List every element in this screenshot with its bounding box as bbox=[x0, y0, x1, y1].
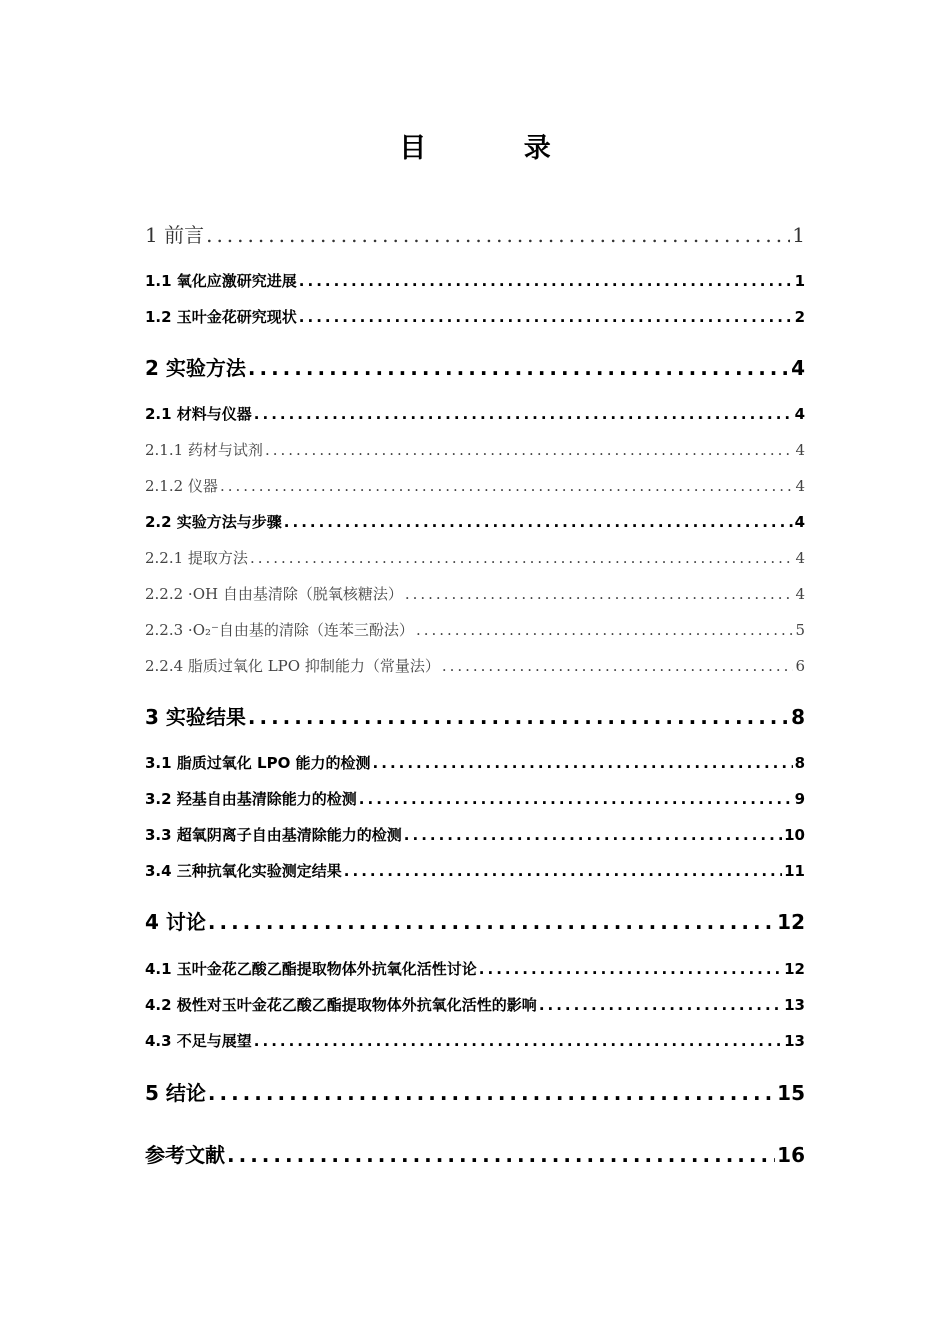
toc-entry-label: 2.2 实验方法与步骤 bbox=[145, 513, 282, 531]
toc-entry-page: 13 bbox=[784, 996, 805, 1014]
toc-entry-page: 11 bbox=[784, 862, 805, 880]
toc-entry[interactable] bbox=[145, 958, 805, 979]
dot-leader bbox=[248, 705, 789, 729]
toc-entry-page: 12 bbox=[777, 910, 805, 934]
toc-entry-label: 2.2.4 脂质过氧化 LPO 抑制能力（常量法） bbox=[145, 657, 440, 675]
dot-leader bbox=[208, 910, 775, 934]
dot-leader bbox=[284, 513, 793, 531]
toc-entry-label: 2.2.1 提取方法 bbox=[145, 549, 248, 567]
toc-entry-page: 1 bbox=[794, 272, 805, 290]
toc-entry-label: 3.2 羟基自由基清除能力的检测 bbox=[145, 790, 357, 808]
toc-entry-page: 13 bbox=[784, 1032, 805, 1050]
toc-entry[interactable] bbox=[145, 475, 805, 496]
dot-leader bbox=[248, 356, 789, 380]
toc-entry[interactable] bbox=[145, 619, 805, 640]
dot-leader bbox=[404, 826, 782, 844]
toc-entry[interactable] bbox=[145, 352, 805, 381]
toc-entry[interactable] bbox=[145, 824, 805, 845]
toc-entry[interactable] bbox=[145, 788, 805, 809]
toc-entry-page: 6 bbox=[795, 657, 805, 675]
toc-entry-label: 2.1 材料与仪器 bbox=[145, 405, 252, 423]
toc-entry-label: 4.1 玉叶金花乙酸乙酯提取物体外抗氧化活性讨论 bbox=[145, 960, 477, 978]
toc-entry-label: 2 实验方法 bbox=[145, 356, 246, 380]
dot-leader bbox=[539, 996, 782, 1014]
toc-entry-label: 1 前言 bbox=[145, 223, 205, 247]
dot-leader bbox=[299, 308, 793, 326]
toc-entry[interactable] bbox=[145, 701, 805, 730]
dot-leader bbox=[227, 1143, 775, 1167]
dot-leader bbox=[254, 405, 793, 423]
toc-entry-page: 4 bbox=[795, 441, 805, 459]
dot-leader bbox=[359, 790, 793, 808]
dot-leader bbox=[405, 585, 794, 603]
toc-entry[interactable] bbox=[145, 1077, 805, 1106]
toc-entry-label: 1.1 氧化应激研究进展 bbox=[145, 272, 297, 290]
toc-entry-page: 2 bbox=[794, 308, 805, 326]
toc-entry-page: 12 bbox=[784, 960, 805, 978]
dot-leader bbox=[299, 272, 793, 290]
dot-leader bbox=[373, 754, 793, 772]
toc-entry-page: 15 bbox=[777, 1081, 805, 1105]
toc-entry-page: 1 bbox=[792, 223, 805, 247]
toc-entry-page: 5 bbox=[795, 621, 805, 639]
toc-entry[interactable] bbox=[145, 1139, 805, 1168]
dot-leader bbox=[208, 1081, 775, 1105]
toc-entry[interactable] bbox=[145, 906, 805, 935]
toc-entry[interactable] bbox=[145, 752, 805, 773]
toc-entry-page: 8 bbox=[791, 705, 805, 729]
toc-entry[interactable] bbox=[145, 583, 805, 604]
dot-leader bbox=[206, 223, 790, 247]
toc-entry[interactable] bbox=[145, 439, 805, 460]
toc-entry[interactable] bbox=[145, 1030, 805, 1051]
toc-entry-label: 3.1 脂质过氧化 LPO 能力的检测 bbox=[145, 754, 371, 772]
dot-leader bbox=[254, 1032, 782, 1050]
toc-entry-page: 4 bbox=[794, 405, 805, 423]
dot-leader bbox=[250, 549, 794, 567]
dot-leader bbox=[344, 862, 782, 880]
dot-leader bbox=[479, 960, 782, 978]
toc-entry-page: 9 bbox=[794, 790, 805, 808]
toc-entry-page: 4 bbox=[791, 356, 805, 380]
toc-entry[interactable] bbox=[145, 860, 805, 881]
toc-entry-label: 3 实验结果 bbox=[145, 705, 246, 729]
toc-entry-label: 4 讨论 bbox=[145, 910, 206, 934]
toc-entry[interactable] bbox=[145, 270, 805, 291]
toc-entry[interactable] bbox=[145, 547, 805, 568]
toc-entry-label: 5 结论 bbox=[145, 1081, 206, 1105]
toc-entry-page: 4 bbox=[795, 549, 805, 567]
toc-entry-page: 4 bbox=[795, 477, 805, 495]
dot-leader bbox=[265, 441, 794, 459]
toc-entry-label: 4.3 不足与展望 bbox=[145, 1032, 252, 1050]
toc-entry-label: 2.2.3 ·O₂⁻自由基的清除（连苯三酚法） bbox=[145, 621, 414, 639]
toc-entry-label: 1.2 玉叶金花研究现状 bbox=[145, 308, 297, 326]
toc-entry-label: 3.4 三种抗氧化实验测定结果 bbox=[145, 862, 342, 880]
toc-entry[interactable] bbox=[145, 655, 805, 676]
toc-entry-page: 10 bbox=[784, 826, 805, 844]
toc-entry-page: 16 bbox=[777, 1143, 805, 1167]
toc-entry-page: 8 bbox=[794, 754, 805, 772]
toc-entry-label: 4.2 极性对玉叶金花乙酸乙酯提取物体外抗氧化活性的影响 bbox=[145, 996, 537, 1014]
toc-entry[interactable] bbox=[145, 994, 805, 1015]
toc-entry-label: 2.1.1 药材与试剂 bbox=[145, 441, 263, 459]
toc-entry-label: 2.1.2 仪器 bbox=[145, 477, 218, 495]
toc-entry-label: 参考文献 bbox=[145, 1143, 225, 1167]
toc-entry[interactable] bbox=[145, 219, 805, 248]
dot-leader bbox=[220, 477, 794, 495]
toc-entry-page: 4 bbox=[795, 585, 805, 603]
dot-leader bbox=[442, 657, 794, 675]
toc-entry-label: 3.3 超氧阴离子自由基清除能力的检测 bbox=[145, 826, 402, 844]
toc-entry-page: 4 bbox=[794, 513, 805, 531]
dot-leader bbox=[416, 621, 794, 639]
toc-entry[interactable] bbox=[145, 511, 805, 532]
toc-entry[interactable] bbox=[145, 403, 805, 424]
page-title: 目 录 bbox=[399, 133, 595, 164]
toc-entry[interactable] bbox=[145, 306, 805, 327]
toc-entry-label: 2.2.2 ·OH 自由基清除（脱氧核糖法） bbox=[145, 585, 403, 603]
